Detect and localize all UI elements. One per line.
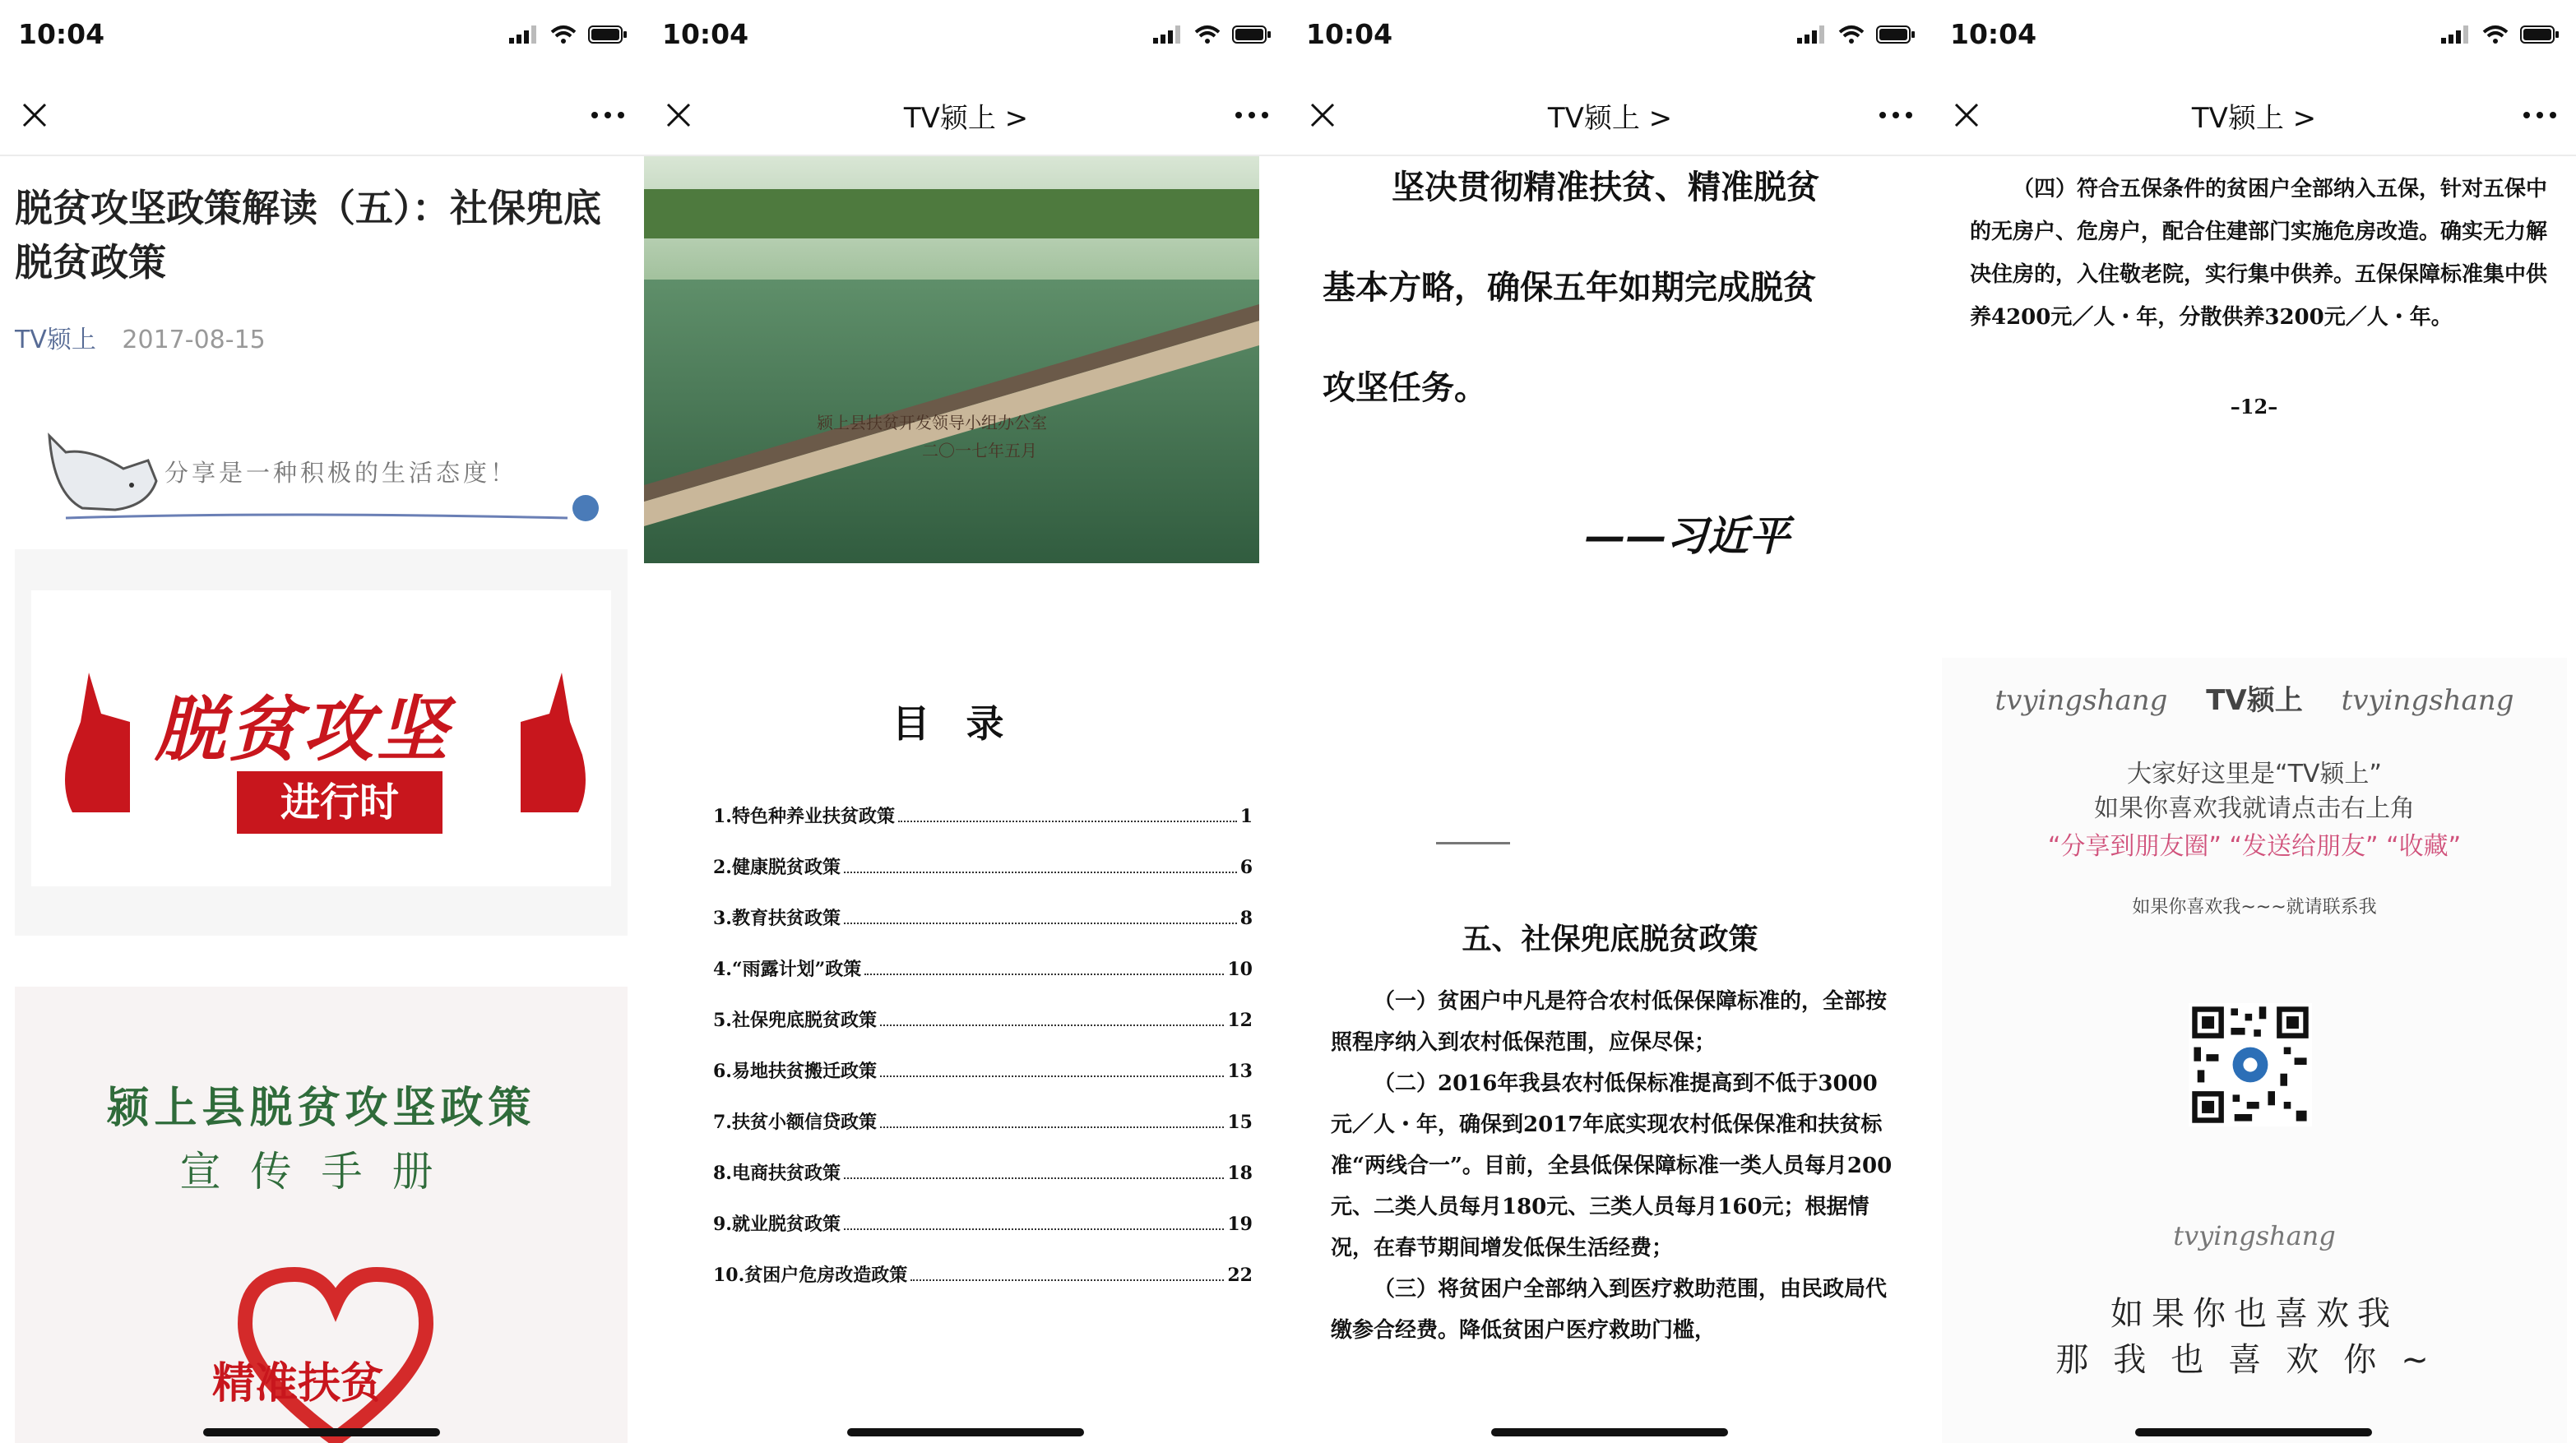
wifi-icon [550,25,577,44]
toc-item-page: 1 [1239,806,1253,827]
battery-icon [1232,25,1272,44]
status-bar [644,0,1288,72]
status-bar [1288,0,1932,72]
thumbs-up-left-icon [56,664,138,829]
more-button[interactable] [1873,97,1919,133]
promo-brand-title: TV颍上 [2206,684,2303,717]
toc-item-page: 13 [1227,1061,1253,1082]
status-bar [0,0,644,72]
signal-icon [1153,25,1183,44]
battery-icon [1876,25,1916,44]
status-bar [1932,0,2576,72]
more-button[interactable] [585,97,631,133]
phone-screen-3 [1288,0,1932,1443]
qr-code[interactable] [2189,1003,2312,1126]
phone-screen-4 [1932,0,2576,1443]
toc-item-page: 8 [1239,908,1253,929]
battery-icon [2520,25,2560,44]
toc-item-page: 10 [1227,959,1253,980]
policy-paragraph: （二）2016年我县农村低保标准提高到不低于3000元／人・年，确保到2017年底实现农村低保保准和扶贫标准“两线合一”。目前，全县低保保障标准一类人员每月200元、二类人员每月180元、三类人员每月160元；根据情况，在春节期间增发低保生活经费； [1331,1071,1893,1260]
wifi-icon [2482,25,2509,44]
account-title-link[interactable]: TV颍上 > [2191,102,2317,135]
promo-instruction: 如果你喜欢我就请点击右上角 [2094,794,2415,823]
home-indicator [1491,1428,1728,1436]
status-time: 10:04 [1306,18,1393,50]
toc-item [713,1210,1253,1261]
toc-leader [844,923,1237,924]
promo-closing: 如果你也喜欢我 [2110,1295,2398,1333]
handbook-title: 颍上县脱贫攻坚政策 [106,1083,536,1133]
nav-bar [644,76,1288,156]
photo-caption-org: 颍上县扶贫开发领导小组办公室 [817,413,1047,432]
quote-line: 基本方略，确保五年如期完成脱贫 [1323,268,1816,307]
toc-item-page: 6 [1239,857,1253,878]
quote-signature: ——习近平 [1584,511,1790,560]
more-button[interactable] [1229,97,1275,133]
close-button[interactable] [16,97,53,133]
nav-bar [1288,76,1932,156]
toc-item [713,802,1253,853]
toc-item-page: 19 [1227,1214,1253,1235]
home-indicator [2135,1428,2372,1436]
toc-leader [880,1075,1224,1077]
toc-item [713,1057,1253,1108]
qr-handle: tvyingshang [2173,1220,2336,1251]
toc-item-label: 9.就业脱贫政策 [713,1214,841,1235]
signal-icon [509,25,539,44]
promo-greeting: 大家好这里是“TV颍上” [2127,760,2382,789]
share-slogan: 分享是一种积极的生活态度！ [164,459,518,487]
toc-item-page: 18 [1227,1163,1253,1184]
status-icons [1153,23,1272,46]
poster-slogan: 脱贫攻坚 [155,688,451,771]
toc-item-label: 8.电商扶贫政策 [713,1163,841,1184]
promo-actions: “分享到朋友圈” “发送给朋友” “收藏” [2047,832,2462,861]
toc-item-page: 12 [1227,1010,1253,1031]
promo-contact: 如果你喜欢我~~~就请联系我 [2132,897,2377,918]
toc-heading: 目录 [892,701,1040,746]
more-icon [2522,111,2558,119]
toc-leader [844,1177,1224,1179]
photo-caption-date: 二〇一七年五月 [922,441,1037,460]
toc-item [713,1159,1253,1210]
account-title-link[interactable]: TV颍上 > [903,102,1029,135]
status-icons [509,23,628,46]
poster-image [15,549,628,936]
wifi-icon [1838,25,1865,44]
toc-leader [844,1228,1224,1230]
toc-leader [844,872,1237,873]
toc-item-label: 10.贫困户危房改造政策 [713,1265,908,1286]
status-icons [1797,23,1916,46]
toc-item-page: 22 [1227,1265,1253,1286]
policy-paragraph: （四）符合五保条件的贫困户全部纳入五保，针对五保中的无房户、危房户，配合住建部门实施危房改造。确实无力解决住房的，入住敬老院，实行集中供养。五保保障标准集中供养4200元／人・年，分散供养3200元／人・年。 [1970,177,2548,330]
promo-brand-handle: tvyingshang [1995,684,2168,717]
promo-brand-row [1942,678,2567,718]
policy-text [1331,981,1898,1351]
signal-icon [2441,25,2471,44]
signal-icon [1797,25,1827,44]
close-icon [21,101,49,129]
more-icon [590,111,626,119]
bridge-photo [644,156,1259,576]
toc-item-label: 4.“雨露计划”政策 [713,959,862,980]
quote-line: 坚决贯彻精准扶贫、精准脱贫 [1392,168,1819,206]
quote-line: 攻坚任务。 [1323,368,1487,407]
promo-closing: 那我也喜欢你~ [2055,1341,2453,1379]
thumbs-up-right-icon [512,664,595,829]
poster-subtitle: 进行时 [237,771,442,834]
more-icon [1234,111,1270,119]
toc-leader [910,1279,1224,1281]
toc-item-label: 3.教育扶贫政策 [713,908,841,929]
toc-item [713,853,1253,904]
battery-icon [588,25,628,44]
article-title: 脱贫攻坚政策解读（五）：社保兜底脱贫政策 [15,186,601,284]
nav-bar [1932,76,2576,156]
home-indicator [847,1428,1084,1436]
toc-item-label: 6.易地扶贫搬迁政策 [713,1061,877,1082]
toc-leader [880,1126,1224,1128]
promo-card [1942,658,2567,1443]
status-time: 10:04 [18,18,105,50]
article-source-link[interactable]: TV颍上 [15,326,96,354]
toc-list [713,802,1253,1312]
toc-item [713,955,1253,1006]
toc-item-label: 1.特色种养业扶贫政策 [713,806,895,827]
handbook-cover [15,987,628,1443]
toc-item-label: 5.社保兜底脱贫政策 [713,1010,877,1031]
toc-item [713,904,1253,955]
nav-bar [0,76,644,156]
toc-item [713,1108,1253,1159]
promo-brand-handle: tvyingshang [2341,684,2514,717]
section-title: 五、社保兜底脱贫政策 [1462,922,1758,956]
heart-logo-label: 精准扶贫 [212,1358,384,1408]
toc-item-page: 15 [1227,1112,1253,1133]
status-icons [2441,23,2560,46]
phone-screen-2 [644,0,1288,1443]
wifi-icon [1194,25,1221,44]
article-meta [15,319,266,355]
handbook-subtitle: 宣传手册 [179,1148,463,1196]
toc-item-label: 7.扶贫小额信贷政策 [713,1112,877,1133]
more-icon [1878,111,1914,119]
home-indicator [203,1428,440,1436]
status-time: 10:04 [1950,18,2037,50]
toc-item [713,1006,1253,1057]
article-date: 2017-08-15 [122,326,266,354]
divider [1436,842,1510,845]
toc-item-label: 2.健康脱贫政策 [713,857,841,878]
status-time: 10:04 [662,18,749,50]
toc-leader [898,821,1237,822]
phone-screen-1 [0,0,644,1443]
account-title-link[interactable]: TV颍上 > [1547,102,1673,135]
page-number: –12– [2230,395,2278,419]
toc-leader [880,1024,1224,1026]
policy-paragraph: （三）将贫困户全部纳入到医疗救助范围，由民政局代缴参合经费。降低贫困户医疗救助门槛， [1331,1277,1888,1343]
more-button[interactable] [2517,97,2563,133]
toc-leader [864,974,1224,975]
toc-item [713,1261,1253,1312]
policy-paragraph: （一）贫困户中凡是符合农村低保保障标准的，全部按照程序纳入到农村低保范围，应保尽保； [1331,989,1888,1055]
